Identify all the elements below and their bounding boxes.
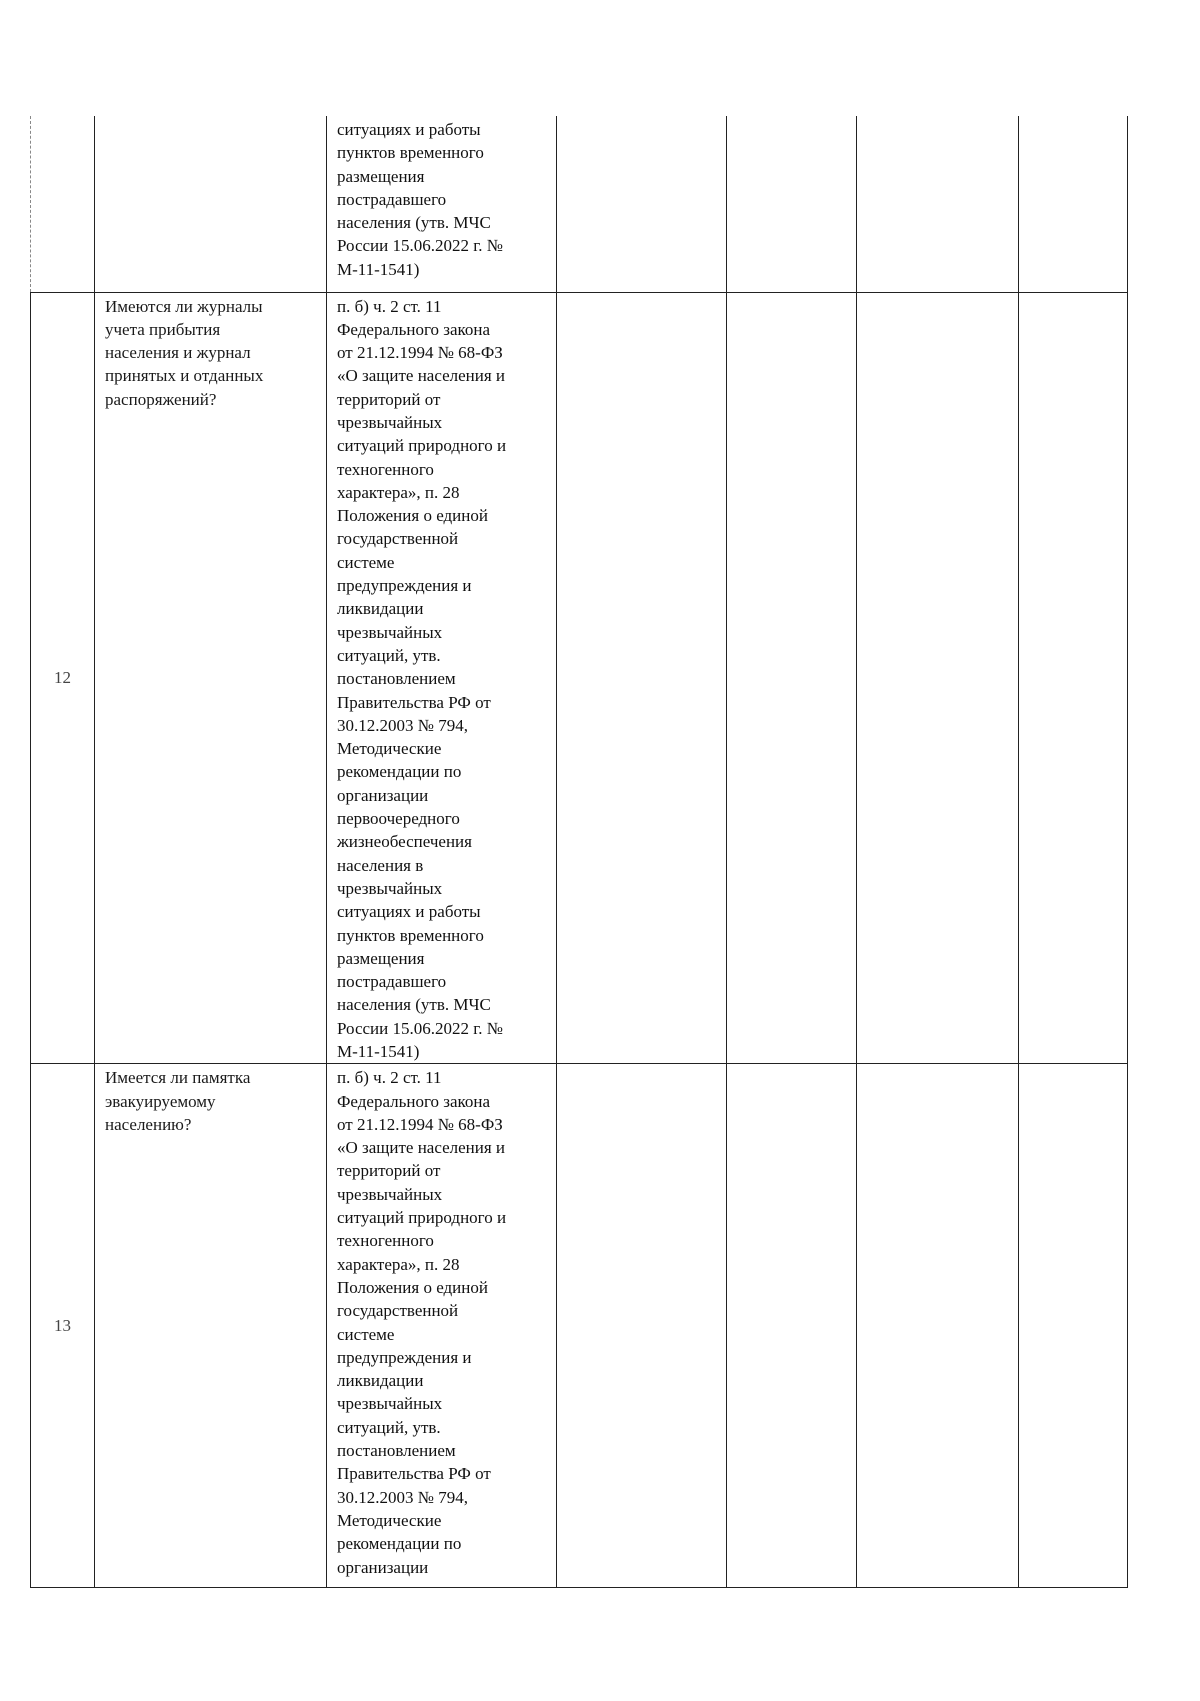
legal-reference-cell: ситуациях и работы пунктов временного размещения пострадавшего населения (утв. МЧС России 15.06.2022 г. № М-11-1541) [327,116,557,292]
table-row [31,1064,1128,1588]
row-number-cell [31,116,95,292]
empty-cell [727,292,857,1064]
empty-cell [557,1064,727,1588]
empty-cell [857,116,1019,292]
table-row [31,116,1128,292]
empty-cell [857,292,1019,1064]
legal-reference-cell: п. б) ч. 2 ст. 11 Федерального закона от 21.12.1994 № 68-ФЗ «О защите населения и территорий от чрезвычайных ситуаций природного и техногенного характера», п. 28 Положения о единой государственной системе предупреждения и ликвидации чрезвычайных ситуаций, утв. постановлением Правительства РФ от 30.12.2003 № 794, Методические рекомендации по организации [327,1064,557,1588]
row-number-cell: 13 [31,1064,95,1588]
question-cell: Имеются ли журналы учета прибытия населения и журнал принятых и отданных распоряжений? [95,292,327,1064]
empty-cell [557,292,727,1064]
empty-cell [727,116,857,292]
empty-cell [727,1064,857,1588]
row-number-cell: 12 [31,292,95,1064]
empty-cell [1019,116,1128,292]
empty-cell [857,1064,1019,1588]
empty-cell [1019,1064,1128,1588]
question-cell: Имеется ли памятка эвакуируемому населению? [95,1064,327,1588]
empty-cell [1019,292,1128,1064]
table-row [31,292,1128,1064]
question-cell [95,116,327,292]
checklist-table [30,116,1128,1588]
empty-cell [557,116,727,292]
legal-reference-cell: п. б) ч. 2 ст. 11 Федерального закона от 21.12.1994 № 68-ФЗ «О защите населения и территорий от чрезвычайных ситуаций природного и техногенного характера», п. 28 Положения о единой государственной системе предупреждения и ликвидации чрезвычайных ситуаций, утв. постановлением Правительства РФ от 30.12.2003 № 794, Методические рекомендации по организации первоочередного жизнеобеспечения населения в чрезвычайных ситуациях и работы пунктов временного размещения пострадавшего населения (утв. МЧС России 15.06.2022 г. № М-11-1541) [327,292,557,1064]
